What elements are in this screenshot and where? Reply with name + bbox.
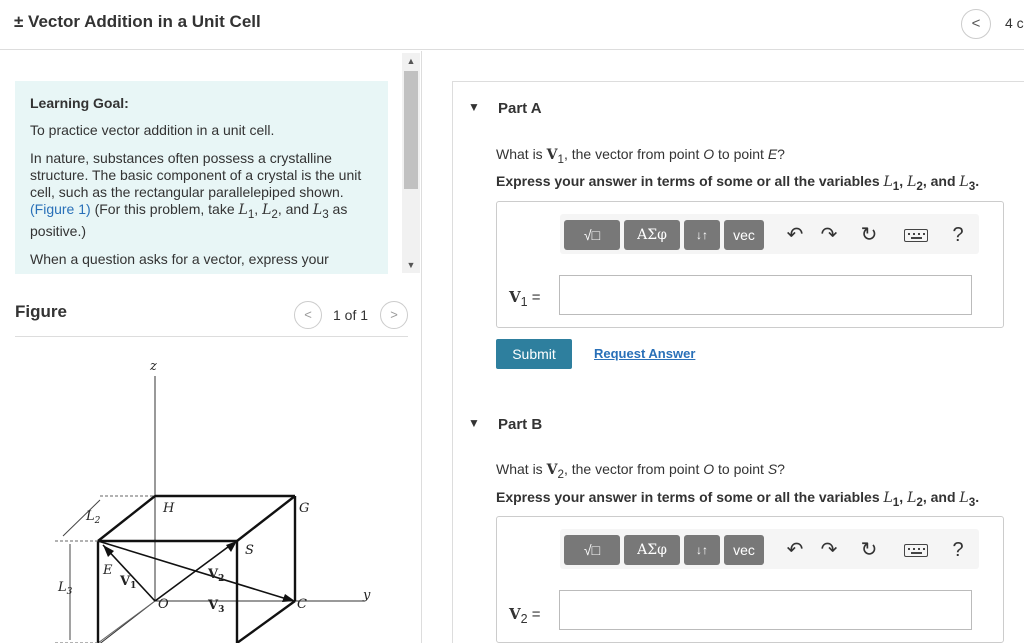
label-v3: $V_3$ <box>208 598 225 615</box>
figure-prev-button[interactable]: < <box>294 301 322 329</box>
part-a-title: Part A <box>498 100 542 117</box>
left-panel <box>0 51 422 643</box>
v2-arrowhead <box>226 541 237 552</box>
unit-cell-diagram <box>0 346 422 643</box>
templates-button[interactable]: √□ <box>564 220 620 250</box>
part-a-question: What is $V_1$, the vector from point O to point E? <box>496 146 785 166</box>
item-counter: 4 c <box>1005 15 1024 31</box>
reset-icon[interactable]: ↻ <box>860 539 878 561</box>
label-e: E <box>103 563 113 578</box>
label-h: H <box>163 501 175 516</box>
hidden-edge <box>98 601 155 643</box>
vector-instruction-text: When a question asks for a vector, express your <box>30 250 329 267</box>
label-v1: $V_1$ <box>120 574 137 591</box>
part-b-title: Part B <box>498 416 543 433</box>
scroll-down-arrow-icon[interactable]: ▼ <box>406 260 416 270</box>
scroll-up-arrow-icon[interactable]: ▲ <box>406 56 416 66</box>
label-v2: $V_2$ <box>208 567 225 584</box>
figure-counter: 1 of 1 <box>333 307 369 323</box>
keyboard-icon[interactable] <box>904 544 928 557</box>
figure-heading: Figure <box>15 302 67 321</box>
vector-lines <box>98 541 290 601</box>
learning-goal-box <box>15 81 388 274</box>
chevron-left-icon: < <box>971 15 981 32</box>
undo-icon[interactable]: ↶ <box>786 539 804 561</box>
reset-icon[interactable]: ↻ <box>860 224 878 246</box>
label-c: C <box>297 597 307 612</box>
questions-panel <box>452 81 1024 643</box>
figure-link[interactable]: (Figure 1) <box>30 201 91 217</box>
part-b-answer-label: $V_2$ = <box>509 605 541 626</box>
label-s: S <box>245 543 254 558</box>
part-a-instructions: Express your answer in terms of some or all the variables $L_1$, $L_2$, and $L_3$. <box>496 173 980 193</box>
learning-goal-text: To practice vector addition in a unit cell. <box>30 122 275 138</box>
part-b-answer-box <box>496 516 1004 643</box>
vector-button[interactable]: vec <box>724 220 764 250</box>
arrows-button[interactable]: ↓↑ <box>684 535 720 565</box>
greek-symbols-button[interactable]: ΑΣφ <box>624 535 680 565</box>
part-b-instructions: Express your answer in terms of some or all the variables $L_1$, $L_2$, and $L_3$. <box>496 489 980 509</box>
label-z: z <box>150 359 157 374</box>
part-a-answer-box <box>496 201 1004 328</box>
math-toolbar <box>560 214 979 254</box>
label-l2: $L_2$ <box>86 509 101 526</box>
learning-goal-heading: Learning Goal: <box>30 95 129 111</box>
templates-button[interactable]: √□ <box>564 535 620 565</box>
redo-icon[interactable]: ↷ <box>820 539 838 561</box>
scroll-thumb[interactable] <box>404 71 418 189</box>
part-a-answer-label: $V_1$ = <box>509 288 541 309</box>
help-icon[interactable]: ? <box>952 539 964 561</box>
arrows-button[interactable]: ↓↑ <box>684 220 720 250</box>
label-g: G <box>299 501 310 516</box>
keyboard-icon[interactable] <box>904 229 928 242</box>
greek-symbols-button[interactable]: ΑΣφ <box>624 220 680 250</box>
goal-scrollbar[interactable] <box>402 53 420 273</box>
page-title: ± Vector Addition in a Unit Cell <box>14 12 261 31</box>
figure-next-button[interactable]: > <box>380 301 408 329</box>
help-icon[interactable]: ? <box>952 224 964 246</box>
intro-paragraph: In nature, substances often possess a crystalline structure. The basic component of a crystal is the unit cell, such as the rectangular parallelepiped shown. (Figure 1) (For this problem, take $L_1$, $L_2$, and $L_3$ as positive.) <box>30 150 362 239</box>
math-toolbar <box>560 529 979 569</box>
undo-icon[interactable]: ↶ <box>786 224 804 246</box>
divider <box>15 336 408 337</box>
part-b-question: What is $V_2$, the vector from point O to point S? <box>496 461 785 481</box>
request-answer-link[interactable]: Request Answer <box>594 346 696 361</box>
part-b-answer-input[interactable] <box>559 590 972 630</box>
previous-item-button[interactable] <box>961 9 991 39</box>
label-l3: $L_3$ <box>58 580 73 597</box>
label-y: y <box>363 588 371 603</box>
redo-icon[interactable]: ↷ <box>820 224 838 246</box>
part-a-answer-input[interactable] <box>559 275 972 315</box>
vector-button[interactable]: vec <box>724 535 764 565</box>
label-o: O <box>158 597 169 612</box>
submit-button[interactable]: Submit <box>496 339 572 369</box>
part-a-collapse-icon[interactable]: ▼ <box>468 100 480 114</box>
v3-arrowhead <box>282 594 295 602</box>
page-header <box>0 0 1024 50</box>
part-b-collapse-icon[interactable]: ▼ <box>468 416 480 430</box>
